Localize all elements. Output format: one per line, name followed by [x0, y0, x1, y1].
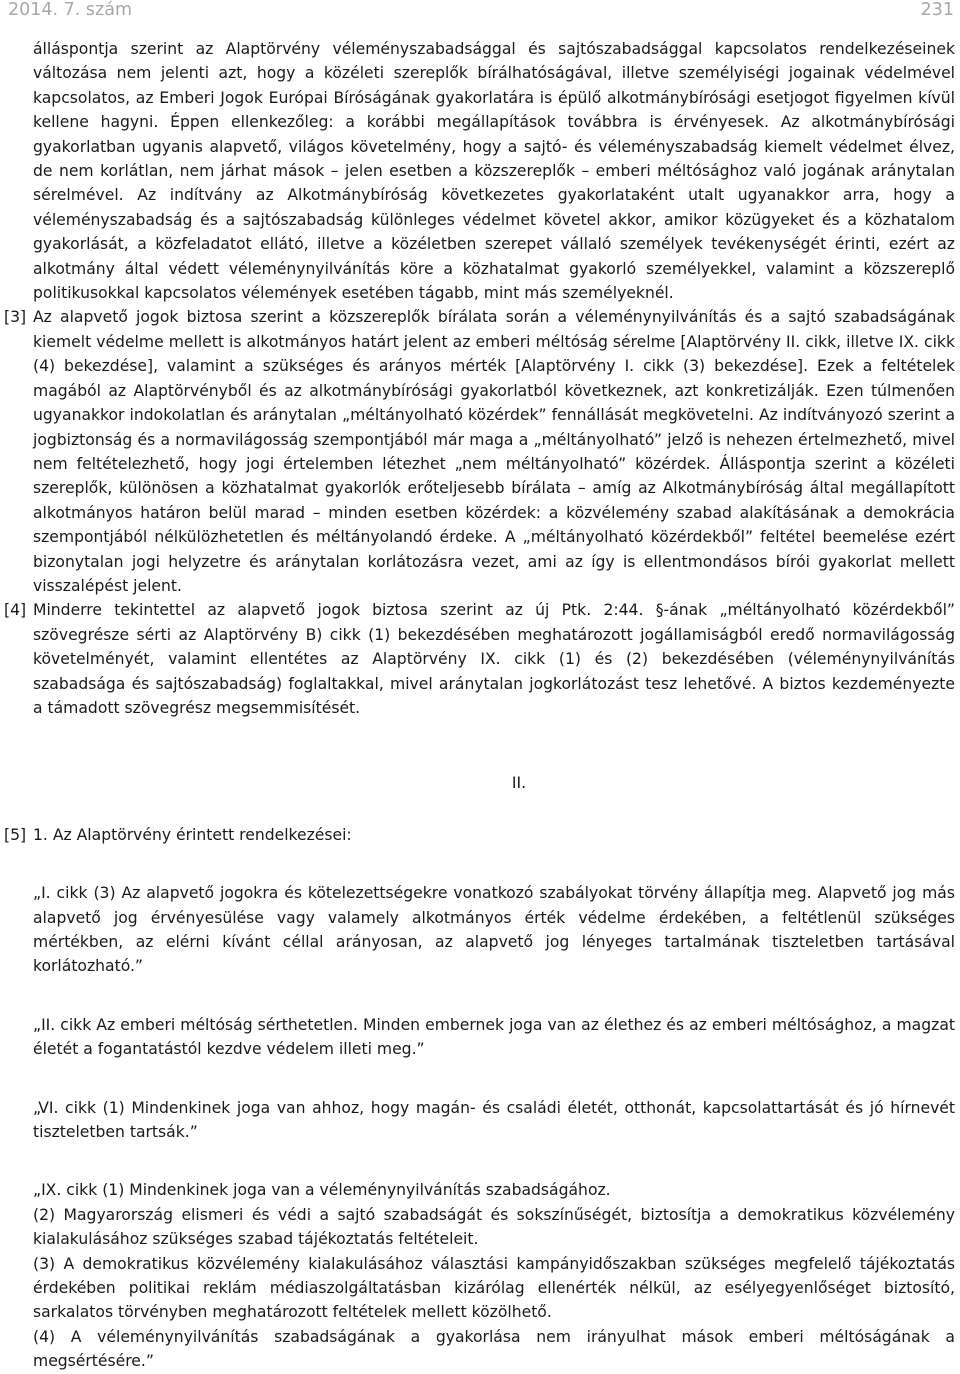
paragraph-number: [3] — [4, 308, 27, 327]
quote-article-ii: „II. cikk Az emberi méltóság sérthetetlen. Minden embernek joga van az élethez és az emberi méltósághoz, a magzat életét a fogantatástól kezdve védelem illeti meg.” — [33, 1015, 955, 1059]
paragraph-5 — [4, 823, 955, 847]
quote-article-vi: „VI. cikk (1) Mindenkinek joga van ahhoz, hogy magán- és családi életét, otthonát, kapcsolattartását és jó hírnevét tiszteletben tartsák.” — [33, 1098, 955, 1142]
issue-label: 2014. 7. szám — [8, 0, 132, 20]
paragraph-text: 1. Az Alaptörvény érintett rendelkezései: — [33, 825, 352, 844]
page-number: 231 — [920, 0, 954, 20]
paragraph-3 — [4, 305, 955, 598]
paragraph-4 — [4, 598, 955, 720]
quote-article-i: „I. cikk (3) Az alapvető jogokra és kötelezettségekre vonatkozó szabályokat törvény állapítja meg. Alapvető jog más alapvető jog érvényesülése vagy valamely alkotmányos érték védelme érdekében, a feltétlenül szükséges mértékben, az elérni kívánt céllal arányosan, az alapvető jog lényeges tartalmának tiszteletben tartásával korlátozható.” — [33, 884, 955, 976]
paragraph-number: [5] — [4, 825, 27, 844]
paragraph-text: Minderre tekintettel az alapvető jogok biztosa szerint az új Ptk. 2:44. §-ának „méltányolható közérdekből” szövegrésze sérti az Alaptörvény B) cikk (1) bekezdésében meghatározott jogállamiságból eredő normavilágosság követelményét, valamint ellentétes az Alaptörvény IX. cikk (1) és (2) bekezdésében (véleménynyilvánítás szabadsága és sajtószabadság) foglaltakkal, mivel aránytalan jogkorlátozást tesz lehetővé. A biztos kezdeményezte a támadott szövegrész megsemmisítését. — [33, 601, 955, 717]
paragraph-text: Az alapvető jogok biztosa szerint a közszereplők bírálata során a véleménynyilvánítás és a sajtó szabadságának kiemelt védelme mellett is alkotmányos határt jelent az emberi méltóság sérelme [Alaptörvény II. cikk, illetve IX. cikk (4) bekezdése], valamint a szükséges és arányos mérték [Alaptörvény I. cikk (3) bekezdése]. Ezek a feltételek magából az Alaptörvényből és az alkotmánybírósági gyakorlatból következnek, azt konkretizálják. Ezen túlmenően ugyanakkor indokolatlan és aránytalan „méltányolható közérdek” fennállását megkövetelni. Az indítványozó szerint a jogbiztonság és a normavilágosság szempontjából már maga a „méltányolható” jelző is nehezen értelmezhető, mivel nem feltételezhető, hogy jogi értelemben létezhet „nem méltányolható” közérdek. Álláspontja szerint a közéleti szereplők, különösen a közhatalmat gyakorlók erőteljesebb bírálata – amíg az Alkotmánybíróság által megállapított alkotmányos határon belül marad – minden esetben közérdek: a közvélemény szabad alakításának a demokrácia szempontjából nélkülözhetetlen és méltányolandó érdeke. A „méltányolható közérdekből” feltétel beemelése ezért bizonytalan jogi helyzetre és aránytalan korlátozásra vezet, ami az így is ellentmondásos bírói gyakorlat mellett visszalépést jelent. — [33, 308, 955, 595]
quote-article-ix-2: (2) Magyarország elismeri és védi a sajtó szabadságát és sokszínűségét, biztosítja a demokratikus közvélemény kialakulásához szükséges szabad tájékoztatás feltételeit. — [33, 1205, 955, 1249]
page-header — [8, 0, 954, 24]
page-content — [4, 37, 955, 1374]
quote-article-ix-1: „IX. cikk (1) Mindenkinek joga van a véleménynyilvánítás szabadságához. — [33, 1181, 611, 1200]
intro-paragraph: álláspontja szerint az Alaptörvény véleményszabadsággal és sajtószabadsággal kapcsolatos rendelkezéseinek változása nem jelenti azt, hogy a közéleti szereplők bírálhatóságával, illetve személyiségi jogainak védelmével kapcsolatos, az Emberi Jogok Európai Bíróságának gyakorlatára is épülő alkotmánybírósági esetjogot figyelmen kívül kellene hagyni. Éppen ellenkezőleg: a korábbi megállapítások továbbra is érvényesek. Az alkotmánybírósági gyakorlatban ugyanis alapvető, világos követelmény, hogy a sajtó- és véleményszabadság kiemelt védelmet élvez, de nem korlátlan, nem járhat mások – jelen esetben a közszereplők – emberi méltósághoz való jogának aránytalan sérelmével. Az indítvány az Alkotmánybíróság következetes gyakorlataként utalt ugyanakkor arra, hogy a véleményszabadság és a sajtószabadság különleges védelmet követel akkor, amikor közügyeket és a közhatalom gyakorlását, a közfeladatot ellátó, illetve a közéletben szerepet vállaló személyek tevékenységét érinti, ezért az alkotmány által védett véleménynyilvánítás köre a közhatalmat gyakorló személyekkel, valamint a közszereplő politikusokkal kapcsolatos vélemények esetében tágabb, mint más személyeknél. — [33, 40, 955, 303]
paragraph-number: [4] — [4, 601, 27, 620]
quote-article-ix-4: (4) A véleménynyilvánítás szabadságának a gyakorlása nem irányulhat mások emberi méltóságának a megsértésére.” — [33, 1327, 955, 1371]
quote-article-ix-3: (3) A demokratikus közvélemény kialakulásához választási kampányidőszakban szükséges megfelelő tájékoztatás érdekében politikai reklám médiaszolgáltatásban kizárólag ellenérték nélkül, az esélyegyenlőséget biztosító, sarkalatos törvényben meghatározott feltételek mellett közölhető. — [33, 1254, 955, 1322]
section-heading: II. — [511, 774, 527, 793]
